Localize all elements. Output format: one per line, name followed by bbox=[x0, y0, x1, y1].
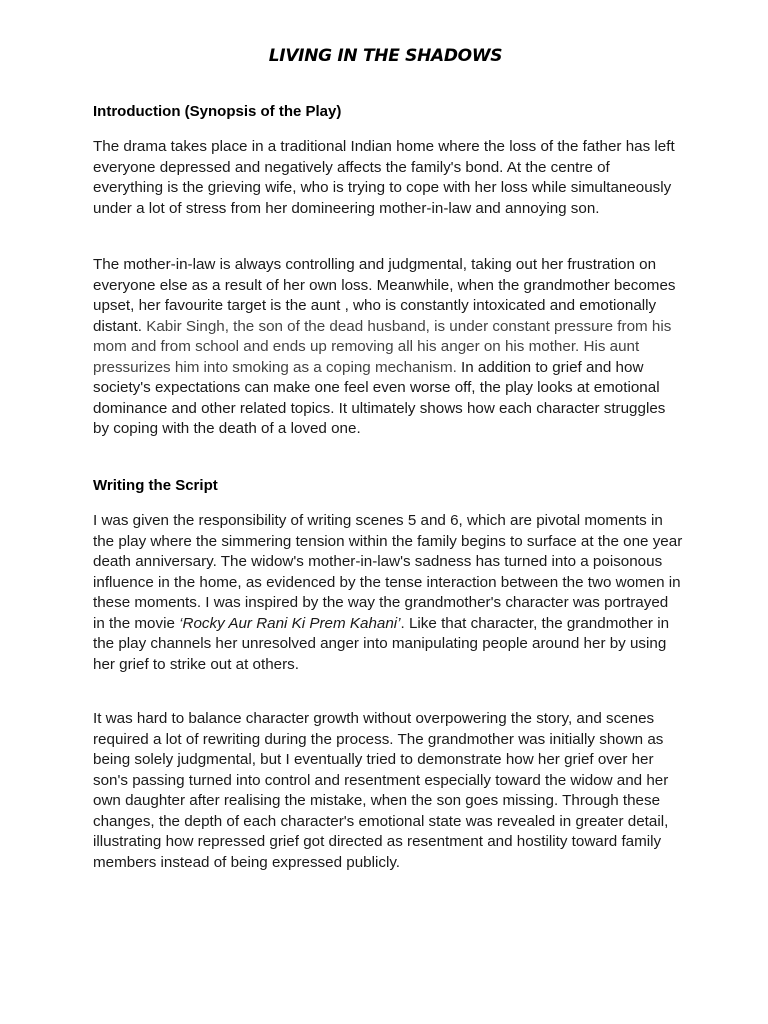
intro-paragraph-2-part-3: In addition to grief and how society's expectations can make one feel even worse off, the play looks at emotional dominance and other related topics. It ultimately shows how each character struggles by coping with the death of a loved one. bbox=[93, 358, 666, 437]
intro-paragraph-2-part-2: Kabir Singh, the son of the dead husband, is under constant pressure from his mom and from school and ends up removing all his anger on his mother. His aunt pressurizes him into smoking as a coping mechanism. bbox=[93, 317, 672, 376]
script-paragraph-1-part-1: I was given the responsibility of writing scenes 5 and 6, which are pivotal moments in the play where the simmering tension within the family begins to surface at the one year death anniversary. The widow's mother-in-law's sadness has turned into a poisonous influence in the home, as evidenced by the tense interaction between the two women in these moments. I was inspired by the way the grandmother's character was portrayed in the movie bbox=[93, 512, 683, 632]
script-paragraph-1-part-2: . Like that character, the grandmother in the play channels her unresolved anger into manipulating people around her by using her grief to strike out at others. bbox=[93, 614, 670, 673]
intro-paragraph-2-part-1: The mother-in-law is always controlling and judgmental, taking out her frustration on everyone else as a result of her own loss. Meanwhile, when the grandmother becomes upset, her favourite target is the aunt , who is constantly intoxicated and emotionally distant. bbox=[93, 256, 676, 335]
movie-title: ‘Rocky Aur Rani Ki Prem Kahani’ bbox=[179, 614, 401, 632]
intro-paragraph-1: The drama takes place in a traditional Indian home where the loss of the father has left everyone depressed and negatively affects the family's bond. At the centre of everything is the grieving wife, who is trying to cope with her loss while simultaneously under a lot of stress from her domineering mother-in-law and annoying son. bbox=[93, 138, 675, 217]
section-heading-introduction: Introduction (Synopsis of the Play) bbox=[93, 103, 342, 120]
script-paragraph-2: It was hard to balance character growth without overpowering the story, and scenes required a lot of rewriting during the process. The grandmother was initially shown as being solely judgmental, but I eventually tried to demonstrate how her grief over her son's passing turned into control and resentment especially toward the widow and her own daughter after realising the mistake, when the son goes missing. Through these changes, the depth of each character's emotional state was revealed in greater detail, illustrating how repressed grief got directed as resentment and hostility toward family members instead of being expressed publicly. bbox=[93, 710, 669, 871]
document-title: LIVING IN THE SHADOWS bbox=[268, 46, 503, 66]
section-heading-writing-script: Writing the Script bbox=[93, 477, 218, 494]
intro-paragraph-2 bbox=[93, 255, 683, 440]
script-paragraph-1 bbox=[93, 511, 683, 675]
